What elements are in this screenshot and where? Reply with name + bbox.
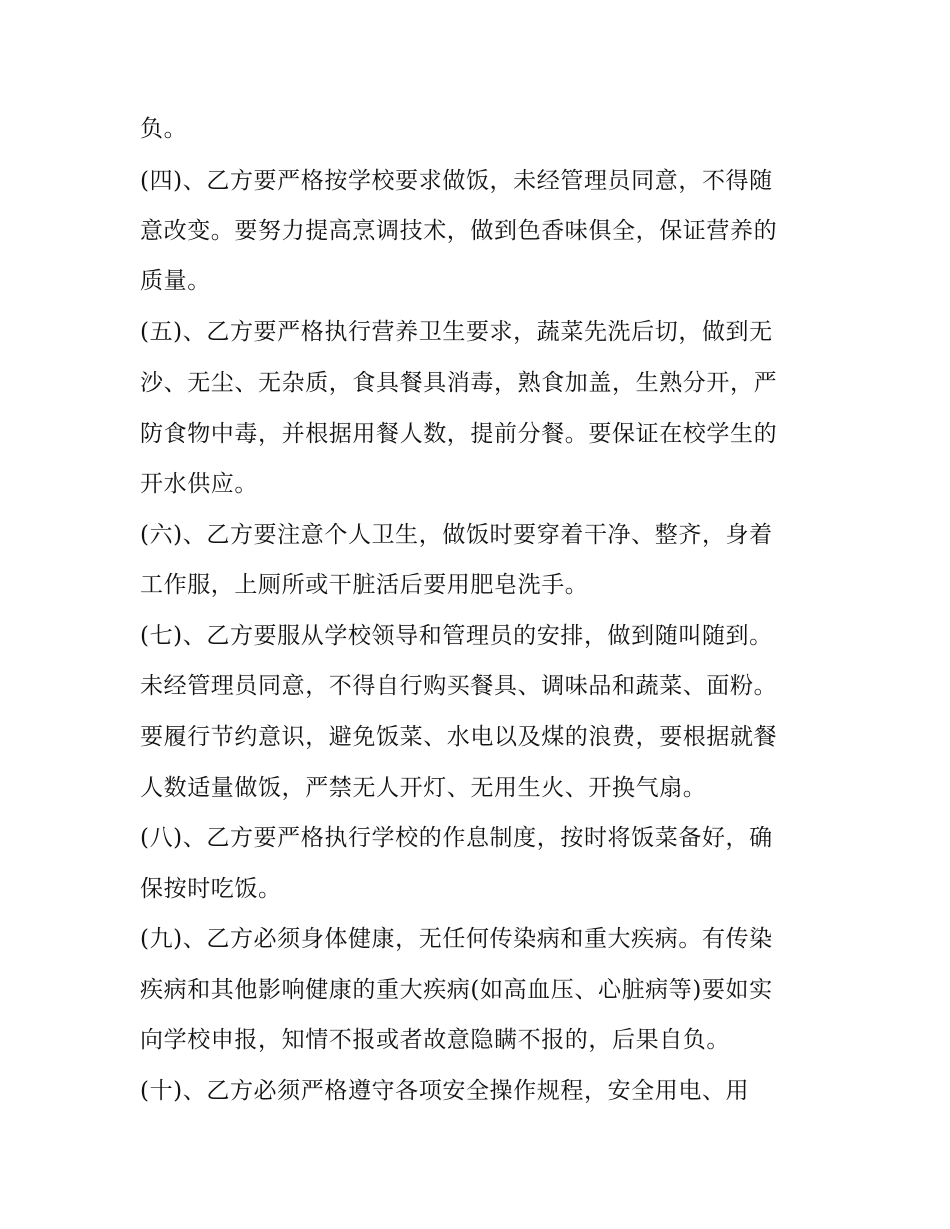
text-line: 要履行节约意识，避免饭菜、水电以及煤的浪费，要根据就餐 — [140, 724, 778, 750]
text-line: 保按时吃饭。 — [140, 876, 282, 902]
text-line: 开水供应。 — [140, 471, 258, 497]
text-line: (八)、乙方要严格执行学校的作息制度，按时将饭菜备好，确 — [140, 825, 773, 851]
text-line: 沙、无尘、无杂质，食具餐具消毒，熟食加盖，生熟分开，严 — [140, 370, 778, 396]
text-line: 人数适量做饭，严禁无人开灯、无用生火、开换气扇。 — [140, 775, 707, 801]
text-line: (四)、乙方要严格按学校要求做饭，未经管理员同意，不得随 — [140, 168, 773, 194]
text-line: (五)、乙方要严格执行营养卫生要求，蔬菜先洗后切，做到无 — [140, 319, 773, 345]
text-line: (十)、乙方必须严格遵守各项安全操作规程，安全用电、用 — [140, 1078, 750, 1104]
text-line: 质量。 — [140, 268, 211, 294]
text-line: 未经管理员同意，不得自行购买餐具、调味品和蔬菜、面粉。 — [140, 673, 778, 699]
text-line: 工作服，上厕所或干脏活后要用肥皂洗手。 — [140, 572, 589, 598]
text-line: 防食物中毒，并根据用餐人数，提前分餐。要保证在校学生的 — [140, 421, 778, 447]
text-line: (七)、乙方要服从学校领导和管理员的安排，做到随叫随到。 — [140, 623, 773, 649]
text-line: (九)、乙方必须身体健康，无任何传染病和重大疾病。有传染 — [140, 926, 773, 952]
text-line: 疾病和其他影响健康的重大疾病(如高血压、心脏病等)要如实 — [140, 977, 773, 1003]
text-line: 向学校申报，知情不报或者故意隐瞒不报的，后果自负。 — [140, 1027, 730, 1053]
text-line: 负。 — [140, 116, 188, 142]
text-line: 意改变。要努力提高烹调技术，做到色香味俱全，保证营养的 — [140, 218, 778, 244]
text-line: (六)、乙方要注意个人卫生，做饭时要穿着干净、整齐，身着 — [140, 522, 773, 548]
